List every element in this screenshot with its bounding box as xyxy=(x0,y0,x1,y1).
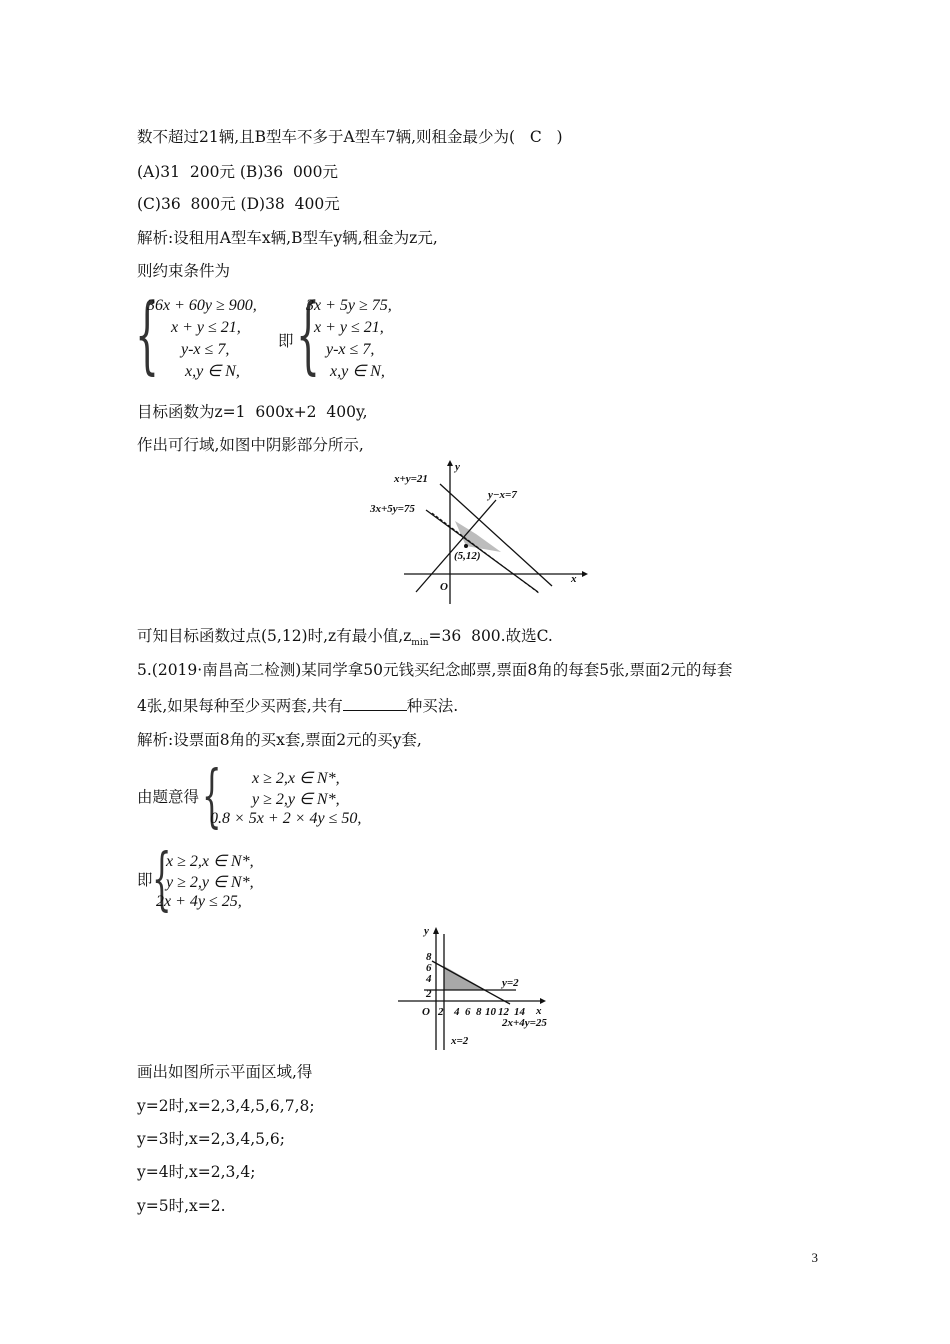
constraint-line: x,y ∈ N, xyxy=(185,363,240,380)
origin-label: O xyxy=(440,581,448,593)
q4-solution-intro: 解析:设租用A型车x辆,B型车y辆,租金为z元, xyxy=(137,229,438,247)
constraint-line: x + y ≤ 21, xyxy=(314,319,384,336)
label-y-minus-x-7: y−x=7 xyxy=(488,489,517,501)
q5-stem-line-2 xyxy=(137,696,458,716)
y-axis-label: y xyxy=(455,461,460,473)
brace-icon: { xyxy=(152,840,172,919)
constraint-line: x + y ≤ 21, xyxy=(171,319,241,336)
y-tick-label: 8 xyxy=(426,951,432,963)
q4-feasible-region-text: 作出可行域,如图中阴影部分所示, xyxy=(137,436,364,454)
y-tick-label: 6 xyxy=(426,962,432,974)
constraint-line: x ≥ 2,x ∈ N*, xyxy=(166,853,254,870)
q5-draw-text: 画出如图所示平面区域,得 xyxy=(137,1063,313,1081)
q5-case-y4: y=4时,x=2,3,4; xyxy=(137,1163,256,1181)
constraint-line: 0.8 × 5x + 2 × 4y ≤ 50, xyxy=(210,810,362,827)
label-x-2: x=2 xyxy=(451,1035,469,1047)
y-axis-arrow-icon xyxy=(447,460,453,466)
x-tick-label: 14 xyxy=(514,1006,525,1018)
q4-objective: 目标函数为z=1 600x+2 400y, xyxy=(137,403,368,421)
x-axis-label: x xyxy=(571,573,577,585)
x-tick-label: 12 xyxy=(498,1006,509,1018)
q4-constraint-system-1 xyxy=(135,285,285,385)
constraint-line: x,y ∈ N, xyxy=(330,363,385,380)
y-axis-label: y xyxy=(424,925,429,937)
label-y-2: y=2 xyxy=(502,977,519,989)
x-tick-label: 8 xyxy=(476,1006,482,1018)
q5-constraint-system-1 xyxy=(202,757,402,836)
q5-region-graph xyxy=(396,924,562,1054)
q4-options-ab: (A)31 200元 (B)36 000元 xyxy=(137,163,339,181)
q5-case-y5: y=5时,x=2. xyxy=(137,1197,226,1215)
constraint-line: y ≥ 2,y ∈ N*, xyxy=(166,874,254,891)
optimal-point xyxy=(464,544,468,548)
x-tick-label: 4 xyxy=(454,1006,460,1018)
constraint-line: x ≥ 2,x ∈ N*, xyxy=(252,770,340,787)
subscript-min: min xyxy=(411,638,429,649)
brace-icon: { xyxy=(296,285,321,383)
q4-feasible-region-graph xyxy=(360,458,590,608)
label-optimal-point: (5,12) xyxy=(454,550,481,562)
q5-case-y3: y=3时,x=2,3,4,5,6; xyxy=(137,1130,285,1148)
q4-constraint-system-2 xyxy=(296,285,426,385)
label-3x-plus-5y-75: 3x+5y=75 xyxy=(370,503,415,515)
q5-ji: 即 xyxy=(137,871,153,889)
origin-label: O xyxy=(422,1006,430,1018)
constraint-line: y-x ≤ 7, xyxy=(181,341,230,358)
q5-stem-text: 4张,如果每种至少买两套,共有 xyxy=(137,697,343,715)
q5-case-y2: y=2时,x=2,3,4,5,6,7,8; xyxy=(137,1097,315,1115)
conclusion-text-end: =36 800.故选C. xyxy=(428,627,553,645)
constraint-line: 2x + 4y ≤ 25, xyxy=(156,893,242,910)
label-2x-plus-4y-25: 2x+4y=25 xyxy=(502,1017,547,1029)
y-tick-label: 4 xyxy=(426,973,432,985)
y-axis-arrow-icon xyxy=(433,927,439,934)
q5-stem-text-end: 种买法. xyxy=(406,697,459,715)
q4-ji: 即 xyxy=(278,332,294,350)
q5-solution-intro: 解析:设票面8角的买x套,票面2元的买y套, xyxy=(137,731,422,749)
shaded-region xyxy=(444,966,486,990)
x-tick-label: 6 xyxy=(465,1006,471,1018)
brace-icon: { xyxy=(135,285,160,383)
constraint-line: y-x ≤ 7, xyxy=(326,341,375,358)
x-axis-arrow-icon xyxy=(582,571,588,577)
constraint-line: 3x + 5y ≥ 75, xyxy=(306,297,392,314)
q4-constraints-intro: 则约束条件为 xyxy=(137,262,231,280)
x-tick-label: 2 xyxy=(438,1006,444,1018)
conclusion-text: 可知目标函数过点(5,12)时,z有最小值,z xyxy=(137,627,412,645)
q5-constraint-system-2 xyxy=(152,840,302,919)
q4-conclusion xyxy=(137,626,553,653)
x-axis-arrow-icon xyxy=(540,998,546,1004)
label-x-plus-y-21: x+y=21 xyxy=(394,473,428,485)
constraint-line: y ≥ 2,y ∈ N*, xyxy=(252,791,340,808)
x-tick-label: 10 xyxy=(485,1006,496,1018)
page-number: 3 xyxy=(811,1250,818,1265)
q5-youtiyide: 由题意得 xyxy=(137,788,200,806)
constraint-line: 36x + 60y ≥ 900, xyxy=(147,297,257,314)
q4-options-cd: (C)36 800元 (D)38 400元 xyxy=(137,195,340,213)
brace-icon: { xyxy=(202,757,222,836)
answer-blank xyxy=(343,696,407,711)
q5-stem-line-1: 5.(2019·南昌高二检测)某同学拿50元钱买纪念邮票,票面8角的每套5张,票面2元的每套 xyxy=(137,661,733,679)
q4-stem-end: 数不超过21辆,且B型车不多于A型车7辆,则租金最少为( C ) xyxy=(137,128,563,146)
y-tick-label: 2 xyxy=(426,988,432,1000)
x-axis-label: x xyxy=(536,1005,542,1017)
